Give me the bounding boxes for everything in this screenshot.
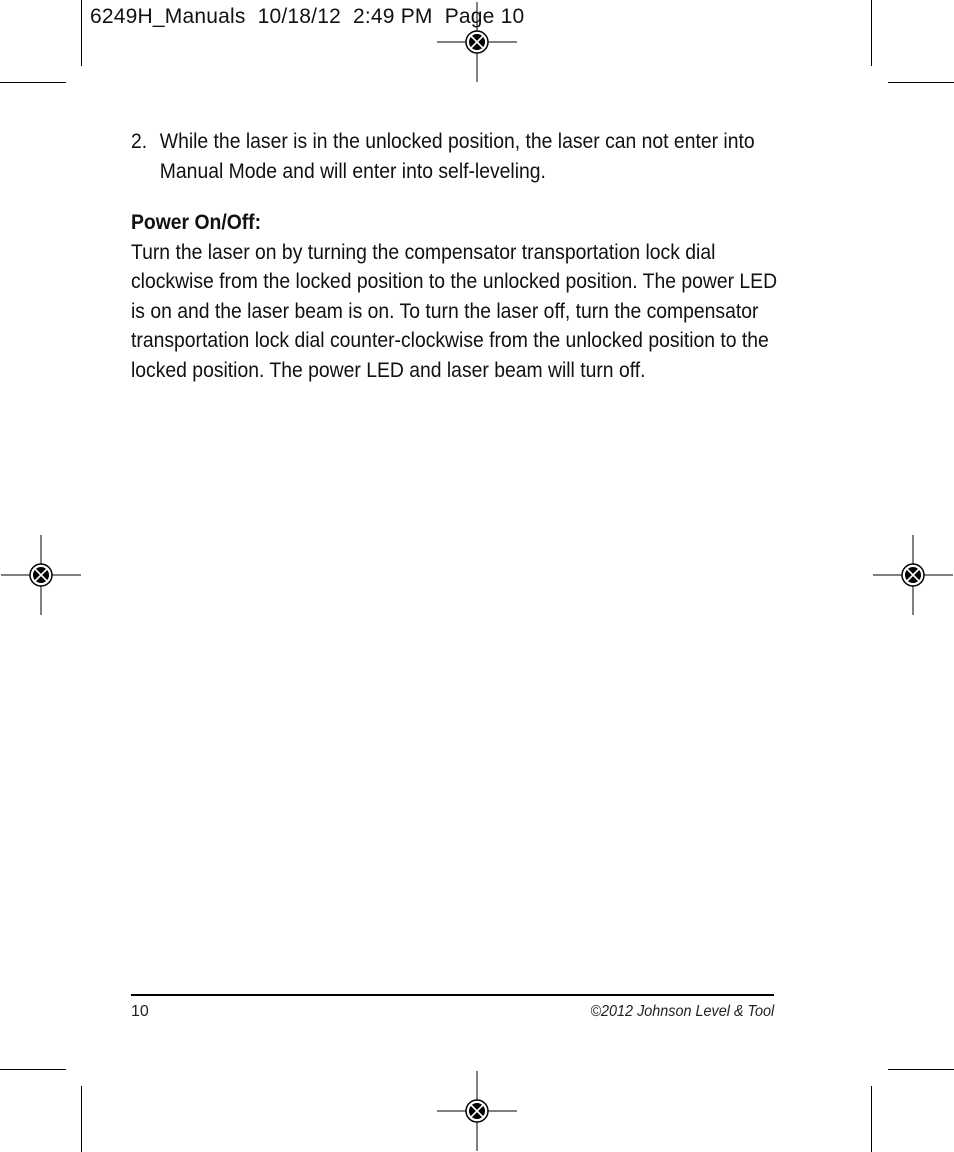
- section-heading: Power On/Off:: [131, 210, 262, 234]
- list-item-text: While the laser is in the unlocked position, the laser can not enter into Manual Mode and will enter into self-leveling.: [159, 129, 755, 183]
- footer-rule: [131, 994, 774, 996]
- crop-mark-bottom-right-vertical: [871, 1086, 872, 1152]
- crop-mark-bottom-right-horizontal: [888, 1069, 954, 1070]
- slug-line: 6249H_Manuals 10/18/12 2:49 PM Page 10: [90, 5, 525, 28]
- list-item-number: 2.: [131, 129, 148, 153]
- crop-mark-top-right-horizontal: [888, 82, 954, 83]
- page-number: 10: [131, 1003, 149, 1020]
- crop-mark-top-right-vertical: [871, 0, 872, 66]
- list-item: [131, 127, 781, 186]
- crop-mark-bottom-left-horizontal: [0, 1069, 66, 1070]
- crop-mark-top-left-horizontal: [0, 82, 66, 83]
- copyright-notice: ©2012 Johnson Level & Tool: [590, 1003, 774, 1020]
- registration-mark-left: [1, 535, 81, 615]
- section-body: Turn the laser on by turning the compensator transportation lock dial clockwise from the locked position to the unlocked position. The power LED is on and the laser beam is on. To turn the laser off, turn the compensator transportation lock dial counter-clockwise from the unlocked position to the locked position. The power LED and laser beam will turn off.: [131, 239, 778, 382]
- registration-mark-bottom: [437, 1071, 517, 1151]
- crop-mark-bottom-left-vertical: [81, 1086, 82, 1152]
- crop-mark-top-left-vertical: [81, 0, 82, 66]
- registration-mark-right: [873, 535, 953, 615]
- page-content: [131, 127, 781, 385]
- registration-mark-top: [437, 2, 517, 82]
